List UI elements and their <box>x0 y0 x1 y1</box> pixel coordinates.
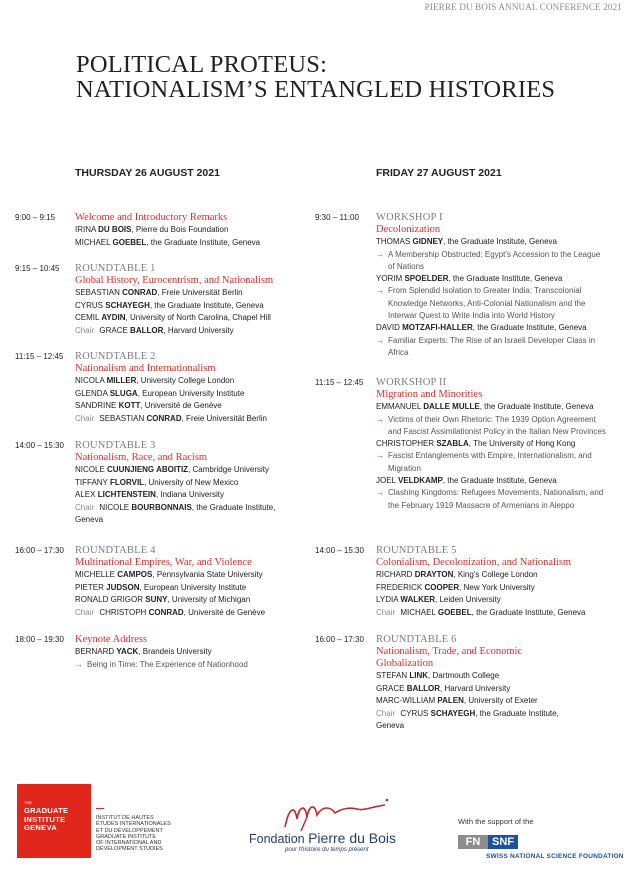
speaker-first-name: THOMAS <box>376 237 411 246</box>
speaker-last-name: DRAYTON <box>414 570 454 579</box>
speaker-affiliation: , the Graduate Institute, Geneva <box>448 273 563 283</box>
speaker-first-name: BERNARD <box>75 647 115 656</box>
speaker-affiliation: , University of North Carolina, Chapel Hill <box>125 313 271 322</box>
speaker <box>75 569 323 582</box>
speaker-last-name: KOTT <box>118 401 141 410</box>
logo-text <box>24 807 68 833</box>
institute-name-line: ÉTUDES INTERNATIONALES <box>96 821 171 828</box>
chair-last-name: GOEBEL <box>437 607 472 617</box>
institute-names <box>96 815 216 853</box>
speaker-first-name: CEMIL <box>75 313 100 322</box>
session-block <box>376 545 624 619</box>
speaker-first-name: SANDRINE <box>75 401 117 410</box>
logo-line-2: INSTITUTE <box>24 814 66 824</box>
session-block <box>75 351 323 425</box>
speaker <box>376 438 624 451</box>
session-type: ROUNDTABLE 1 <box>75 263 156 274</box>
session-title: Migration and Minorities <box>376 389 483 400</box>
speaker-affiliation: , King's College London <box>453 570 538 579</box>
talk-text: Clashing Kingdoms: Refugees Movements, Nationalism, and the February 1919 Massacre of Armenians in Aleppo <box>388 488 604 510</box>
speaker-first-name: MICHAEL <box>75 237 111 247</box>
speaker <box>75 582 323 595</box>
speaker <box>376 582 624 595</box>
speaker <box>376 695 624 708</box>
speaker-first-name: MICHELLE <box>75 570 116 579</box>
speaker-affiliation: , Harvard University <box>440 683 511 693</box>
chair-affiliation: , the Graduate Institute, Geneva <box>376 708 559 730</box>
chair-last-name: CONRAD <box>148 607 184 617</box>
title-line-1: POLITICAL PROTEUS: <box>76 51 328 78</box>
speaker-last-name: MOTZAFI-HALLER <box>402 323 473 333</box>
speaker-affiliation: , Indiana University <box>155 490 224 499</box>
talk-title <box>376 487 606 511</box>
session-block <box>75 263 323 337</box>
session-block <box>75 212 323 249</box>
speaker-last-name: SLUGA <box>109 388 138 398</box>
conference-header: PIERRE DU BOIS ANNUAL CONFERENCE 2021 <box>424 2 622 12</box>
snf-snf-box: SNF <box>488 835 518 849</box>
session-time: 16:00 – 17:30 <box>15 546 64 555</box>
speaker-first-name: GRACE <box>376 683 405 693</box>
foundation-main-name: Pierre du Bois <box>308 830 397 846</box>
session-block <box>75 634 323 671</box>
speaker <box>376 322 624 335</box>
session-block <box>376 212 624 359</box>
session-time: 11:15 – 12:45 <box>315 378 364 387</box>
speaker-affiliation: , the Graduate Institute, Geneva <box>149 300 264 310</box>
speaker <box>75 464 323 477</box>
session-time: 9:00 – 9:15 <box>15 213 56 222</box>
speaker-affiliation: , European University Institute <box>137 388 245 398</box>
speaker-last-name: GIDNEY <box>412 237 444 246</box>
chair-last-name: BOURBONNAIS <box>131 502 192 512</box>
session-title: Welcome and Introductory Remarks <box>75 212 228 223</box>
speaker-first-name: CYRUS <box>75 300 104 310</box>
talk-text: Being in Time: The Experience of Nationhood <box>87 659 248 669</box>
speaker-last-name: YACK <box>116 647 139 656</box>
talk-text: From Splendid Isolation to Greater India: Transcolonial Knowledge Networks, Anti-Colonial Nationalism and the Interwar Quest to Write India into World History <box>388 286 586 320</box>
speaker-last-name: GOEBEL <box>112 237 147 247</box>
chair-affiliation: , the Graduate Institute, Geneva <box>75 502 276 524</box>
speaker-first-name: JOEL <box>376 475 396 485</box>
chair-label: Chair <box>376 607 396 617</box>
session-type: ROUNDTABLE 5 <box>376 545 457 556</box>
chair-label: Chair <box>75 413 95 423</box>
speaker-last-name: SCHAYEGH <box>105 300 150 310</box>
session-type: ROUNDTABLE 6 <box>376 634 457 645</box>
speaker <box>376 236 624 249</box>
speaker-last-name: CONRAD <box>122 288 158 297</box>
speaker <box>75 400 323 413</box>
chair-label: Chair <box>75 502 95 512</box>
session-type: ROUNDTABLE 2 <box>75 351 156 362</box>
speaker-last-name: COOPER <box>424 582 460 592</box>
session-block <box>376 634 624 733</box>
session-type: ROUNDTABLE 4 <box>75 545 156 556</box>
speaker <box>75 388 323 401</box>
session-time: 9:30 – 11:00 <box>315 213 359 222</box>
speaker-affiliation: , The University of Hong Kong <box>468 438 576 448</box>
snf-fns-box: FN <box>458 835 488 849</box>
speaker-affiliation: , Dartmouth College <box>428 671 500 680</box>
snf-name: SWISS NATIONAL SCIENCE FOUNDATION <box>486 853 624 860</box>
speaker-last-name: PALEN <box>437 696 464 705</box>
speaker-last-name: LINK <box>409 671 429 680</box>
speaker-last-name: DALLE MULLE <box>423 402 480 411</box>
speaker <box>376 401 624 414</box>
speaker-last-name: AYDIN <box>101 313 126 322</box>
session-title: Colonialism, Decolonization, and Nationalism <box>376 557 572 568</box>
speaker <box>75 477 323 490</box>
institute-name-line: DEVELOPMENT STUDIES <box>96 846 163 853</box>
speaker-last-name: CUUNJIENG ABOITIZ <box>107 465 189 474</box>
speaker-affiliation: , Freie Universität Berlin <box>157 288 243 297</box>
institute-name-line: OF INTERNATIONAL AND <box>96 840 162 847</box>
page-title <box>76 52 555 102</box>
talk-title <box>376 450 606 474</box>
speaker-last-name: LICHTENSTEIN <box>97 490 156 499</box>
speaker-first-name: NICOLA <box>75 376 105 385</box>
speaker-affiliation: , University College London <box>136 376 235 385</box>
speaker-affiliation: , Cambridge University <box>188 465 269 474</box>
speaker-first-name: IRINA <box>75 225 96 234</box>
session-time: 18:00 – 19:30 <box>15 635 64 644</box>
session-time: 14:00 – 15:30 <box>15 441 64 450</box>
foundation-tagline: pour l'histoire du temps présent <box>285 847 369 853</box>
session-title: Decolonization <box>376 224 441 235</box>
arrow-icon: → <box>75 659 83 669</box>
speaker-affiliation: , the Graduate Institute, Geneva <box>442 475 557 485</box>
speaker-first-name: RONALD GRIGOR <box>75 595 144 604</box>
speaker <box>75 300 323 313</box>
speaker <box>376 569 624 582</box>
speaker <box>75 375 323 388</box>
support-text: With the support of the <box>458 817 534 826</box>
session-title: Nationalism, Race, and Racism <box>75 452 208 463</box>
speaker-first-name: YORIM <box>376 273 403 283</box>
speaker <box>376 594 624 607</box>
logo-divider <box>96 808 104 809</box>
speaker <box>75 646 323 659</box>
session-title: Global History, Eurocentrism, and Nationalism <box>75 275 274 286</box>
talk-text: A Membership Obstructed: Egypt's Accession to the League of Nations <box>388 249 601 271</box>
chair-affiliation: , Freie Universität Berlin <box>181 413 267 423</box>
talk-title <box>75 659 305 671</box>
talk-text: Victims of their Own Rhetoric: The 1939 Option Agreement and Fascist Assimilationist Policy in the Italian New Provinces <box>388 414 606 436</box>
speaker-first-name: FREDERICK <box>376 582 423 592</box>
speaker-first-name: MARC-WILLIAM <box>376 696 436 705</box>
chair-affiliation: , the Graduate Institute, Geneva <box>471 607 586 617</box>
session-time: 9:15 – 10:45 <box>15 264 60 273</box>
speaker-affiliation: , Leiden University <box>435 595 501 604</box>
speaker-last-name: CAMPOS <box>117 570 153 579</box>
speaker-affiliation: , the Graduate Institute, Geneva <box>479 402 594 411</box>
speaker-last-name: MILLER <box>106 376 137 385</box>
speaker-first-name: ALEX <box>75 490 96 499</box>
title-line-2: NATIONALISM’S ENTANGLED HISTORIES <box>76 76 556 103</box>
day-heading-thursday: THURSDAY 26 AUGUST 2021 <box>75 167 220 179</box>
session-time: 11:15 – 12:45 <box>15 352 64 361</box>
chair-last-name: CONRAD <box>146 413 182 423</box>
speaker-first-name: GLENDA <box>75 388 108 398</box>
arrow-icon: → <box>376 451 384 461</box>
pierre-du-bois-foundation-logo <box>245 797 395 857</box>
session-time: 14:00 – 15:30 <box>315 546 364 555</box>
session-time: 16:00 – 17:30 <box>315 635 364 644</box>
speaker-affiliation: , the Graduate Institute, Geneva <box>443 237 557 246</box>
speaker-first-name: STEFAN <box>376 671 408 680</box>
speaker-first-name: PIETER <box>75 582 104 592</box>
chair-last-name: SCHAYEGH <box>430 708 476 718</box>
speaker-affiliation: , University of Exeter <box>463 696 538 705</box>
speaker <box>75 594 323 607</box>
session-chair <box>75 413 287 426</box>
institute-name-line: ET DU DÉVELOPPEMENT <box>96 827 163 834</box>
session-chair <box>376 708 588 733</box>
speaker-affiliation: , Brandeis University <box>138 647 212 656</box>
session-block <box>75 440 323 527</box>
session-title: Keynote Address <box>75 634 148 645</box>
logo-line-3: GENEVA <box>24 823 57 832</box>
speaker-first-name: LYDIA <box>376 595 399 604</box>
speaker <box>376 683 624 696</box>
speaker-affiliation: , University of Michigan <box>167 595 251 604</box>
chair-first-name: SEBASTIAN <box>99 413 145 423</box>
chair-first-name: MICHAEL <box>400 607 436 617</box>
speaker-first-name: RICHARD <box>376 570 413 579</box>
speaker-affiliation: , the Graduate Institute, Geneva <box>472 323 587 333</box>
session-block <box>376 377 624 512</box>
session-chair <box>75 325 287 338</box>
talk-text: Familiar Experts: The Rise of an Israeli Developer Class in Africa <box>388 335 596 357</box>
arrow-icon: → <box>376 249 384 259</box>
speaker-last-name: WALKER <box>400 595 435 604</box>
snf-logo <box>458 835 624 865</box>
speaker-first-name: TIFFANY <box>75 477 108 487</box>
speaker-first-name: EMMANUEL <box>376 402 422 411</box>
speaker <box>75 312 323 325</box>
speaker-affiliation: , European University Institute <box>139 582 247 592</box>
arrow-icon: → <box>376 488 384 498</box>
chair-affiliation: , Harvard University <box>163 325 234 335</box>
speaker <box>376 475 624 488</box>
arrow-icon: → <box>376 335 384 345</box>
speaker-first-name: SEBASTIAN <box>75 288 120 297</box>
chair-first-name: CYRUS <box>400 708 429 718</box>
chair-label: Chair <box>75 325 95 335</box>
chair-label: Chair <box>376 708 396 718</box>
speaker-affiliation: , the Graduate Institute, Geneva <box>146 237 261 247</box>
arrow-icon: → <box>376 414 384 424</box>
session-type: WORKSHOP I <box>376 212 443 223</box>
talk-title <box>376 285 606 322</box>
speaker-last-name: SPOELDER <box>404 273 449 283</box>
graduate-institute-logo <box>17 784 91 858</box>
session-chair <box>75 502 287 527</box>
speaker-last-name: VELDKAMP <box>397 475 443 485</box>
speaker-first-name: DAVID <box>376 323 400 333</box>
chair-first-name: GRACE <box>99 325 128 335</box>
session-block <box>75 545 323 619</box>
speaker <box>75 237 323 250</box>
logo-the: THE <box>24 800 32 805</box>
speaker-last-name: SUNY <box>145 595 168 604</box>
institute-name-line: INSTITUT DE HAUTES <box>96 815 154 821</box>
session-title: Multinational Empires, War, and Violence <box>75 557 252 568</box>
talk-title <box>376 249 606 273</box>
session-title: Nationalism and Internationalism <box>75 363 216 374</box>
chair-affiliation: , Université de Genève <box>183 607 266 617</box>
speaker-affiliation: , University of New Mexico <box>144 477 239 487</box>
speaker-last-name: SZABLA <box>436 438 469 448</box>
institute-name-line: GRADUATE INSTITUTE <box>96 833 157 840</box>
speaker <box>376 670 624 683</box>
speaker-first-name: CHRISTOPHER <box>376 438 435 448</box>
speaker-last-name: DU BOIS <box>98 225 132 234</box>
speaker <box>75 224 323 237</box>
speaker-last-name: BALLOR <box>406 683 441 693</box>
speaker <box>75 287 323 300</box>
session-type: ROUNDTABLE 3 <box>75 440 156 451</box>
speaker-affiliation: , Université de Genève <box>140 401 222 410</box>
talk-text: Fascist Entanglements with Empire, Internationalism, and Migration <box>388 451 592 473</box>
logo-line-1: GRADUATE <box>24 806 69 815</box>
speaker-last-name: FLORVIL <box>109 477 145 487</box>
session-chair <box>376 607 588 620</box>
speaker <box>376 273 624 286</box>
speaker-affiliation: , Pierre du Bois Foundation <box>131 225 229 234</box>
chair-label: Chair <box>75 607 95 617</box>
session-chair <box>75 607 287 620</box>
speaker-first-name: NICOLE <box>75 465 105 474</box>
chair-last-name: BALLOR <box>130 325 164 335</box>
foundation-prefix: Fondation <box>249 832 309 846</box>
chair-first-name: CHRISTOPH <box>99 607 147 617</box>
signature-icon <box>245 797 395 833</box>
talk-title <box>376 335 606 359</box>
talk-title <box>376 414 606 438</box>
session-type: WORKSHOP II <box>376 377 447 388</box>
session-title: Nationalism, Trade, and Economic Globalization <box>376 646 523 669</box>
speaker-last-name: JUDSON <box>106 582 140 592</box>
foundation-name <box>249 830 396 846</box>
arrow-icon: → <box>376 286 384 296</box>
speaker <box>75 489 323 502</box>
speaker-affiliation: , Pennsylvania State University <box>152 570 263 579</box>
speaker-affiliation: , New York University <box>459 582 535 592</box>
chair-first-name: NICOLE <box>99 502 130 512</box>
day-heading-friday: FRIDAY 27 AUGUST 2021 <box>376 167 502 179</box>
